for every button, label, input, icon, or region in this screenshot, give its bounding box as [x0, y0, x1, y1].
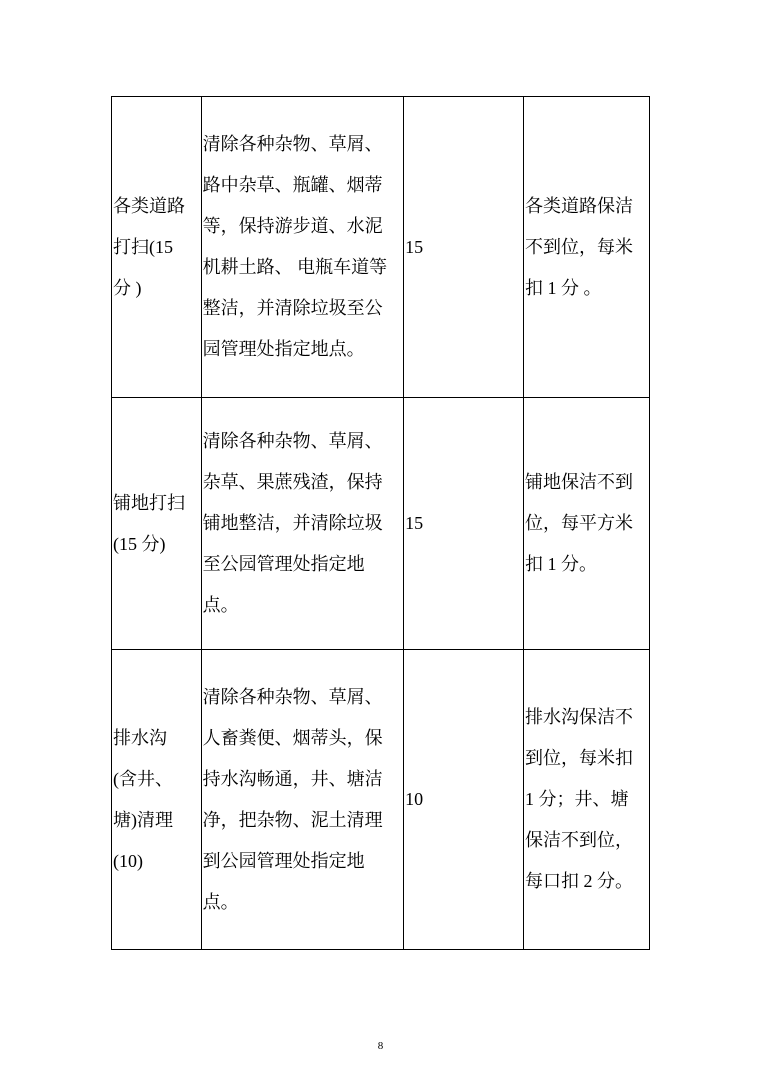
score-value: 15: [405, 513, 424, 533]
rule-cell: [524, 398, 650, 650]
item-text: 铺地打扫: [113, 492, 185, 513]
content-text: 清除各种杂物、草屑、: [202, 431, 383, 451]
item-cell: [112, 650, 202, 950]
content-cell: [201, 650, 404, 950]
item-text: 排水沟: [113, 727, 167, 748]
score-value: 15: [405, 236, 424, 257]
rule-text: 铺地保洁不到: [525, 472, 634, 492]
content-text: 整洁，并清除垃圾至公: [202, 298, 383, 318]
rule-text: 到位，每米扣: [525, 748, 634, 768]
content-text: 园管理处指定地点。: [202, 339, 365, 359]
score-cell: [404, 650, 524, 950]
content-text: 等，保持游步道、水泥: [202, 216, 383, 236]
content-text: 机耕土路、 电瓶车道等: [202, 257, 388, 277]
rule-text: 扣 1 分。: [525, 554, 598, 574]
rule-text: 排水沟保洁不: [525, 707, 634, 727]
score-cell: [404, 398, 524, 650]
item-text: 打扫(15: [113, 236, 173, 257]
content-text: 到公园管理处指定地: [202, 850, 365, 871]
content-text: 人畜粪便、烟蒂头，保: [202, 727, 383, 748]
content-cell: [201, 97, 404, 398]
content-text: 路中杂草、瓶罐、烟蒂: [202, 175, 383, 195]
content-text: 净，把杂物、泥土清理: [202, 809, 383, 830]
content-text: 至公园管理处指定地: [202, 554, 365, 574]
table-row: [112, 97, 650, 398]
rule-text: 扣 1 分 。: [525, 277, 602, 298]
content-text: 铺地整洁，并清除垃圾: [202, 513, 383, 533]
item-text: (10): [113, 850, 143, 871]
score-value: 10: [405, 789, 424, 809]
rule-text: 位，每平方米: [525, 513, 634, 533]
item-text: 分 ): [113, 277, 142, 298]
rule-cell: [524, 650, 650, 950]
rule-text: 各类道路保洁: [525, 195, 634, 216]
item-text: 塘)清理: [113, 809, 173, 830]
table-row: [112, 650, 650, 950]
rule-text: 不到位，每米: [525, 236, 634, 257]
rule-cell: [524, 97, 650, 398]
content-text: 清除各种杂物、草屑、: [202, 686, 383, 707]
content-text: 点。: [202, 891, 239, 912]
table-row: [112, 398, 650, 650]
content-text: 点。: [202, 595, 239, 615]
rule-text: 每口扣 2 分。: [525, 871, 634, 891]
item-text: 各类道路: [113, 195, 185, 216]
item-cell: [112, 398, 202, 650]
item-text: (含井、: [113, 768, 173, 789]
item-cell: [112, 97, 202, 398]
rule-text: 1 分；井、塘: [525, 789, 629, 809]
content-cell: [201, 398, 404, 650]
page-number: 8: [377, 1040, 384, 1052]
scoring-table: [111, 96, 650, 950]
item-text: (15 分): [113, 533, 166, 554]
content-text: 持水沟畅通，井、塘洁: [202, 768, 383, 789]
content-text: 清除各种杂物、草屑、: [202, 134, 383, 154]
rule-text: 保洁不到位，: [525, 830, 634, 850]
score-cell: [404, 97, 524, 398]
content-text: 杂草、果蔗残渣，保持: [202, 472, 383, 492]
